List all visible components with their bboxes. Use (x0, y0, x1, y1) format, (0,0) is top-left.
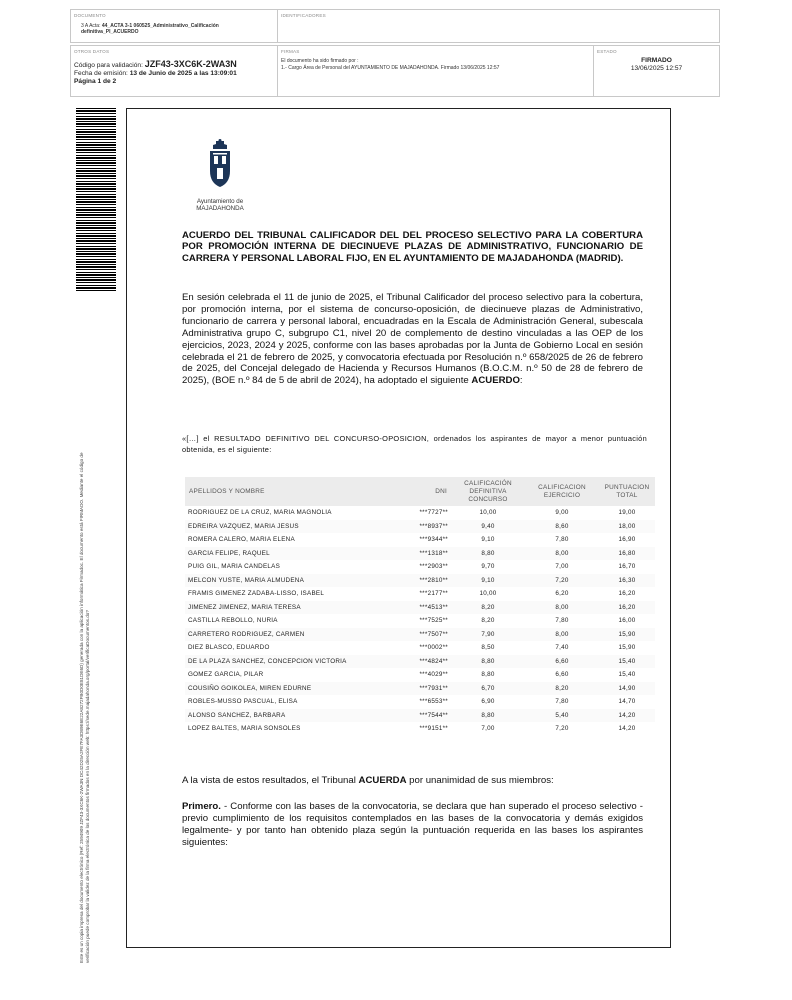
verification-side-text: Este es un copia impresa del documento electrónico (Ref: 2594909 JZF43-3XC6K-2WA3N DC42D25A2FE7FA3D89E6E22A8272FB0D0E81DE6D) generada con la aplicación informática Firmadoc. El documento está FIRMADO. Mediante el código de verificación puede comprobar la validez de la firma electrónica de los documentos firmados en la dirección web: https://sede.majadahonda.org/portal/verificaDocumentos.do? (79, 452, 90, 963)
cell-concurso: 6,90 (481, 698, 495, 706)
cell-total: 14,20 (599, 709, 655, 723)
cell-total: 19,00 (618, 509, 636, 517)
documento-name: 3 A Acta: 44_ACTA 3-1 060525_Administrativo_Calificación definitiva_PI_ACUERDO (81, 23, 219, 36)
cell-name: GARCIA FELIPE, RAQUEL (185, 547, 403, 561)
cell-dni: ***2177** (419, 590, 448, 598)
cell-name: MELCON YUSTE, MARIA ALMUDENA (185, 574, 403, 588)
cell-concurso: 9,10 (481, 536, 495, 544)
col-total-header: PUNTUACION TOTAL (599, 477, 655, 506)
cell-ejercicio: 7,20 (555, 725, 569, 733)
cell-total: 16,70 (618, 563, 636, 571)
cell-dni: ***4824** (403, 655, 451, 669)
cell-dni: ***2810** (403, 574, 451, 588)
cell-dni: ***7525** (419, 617, 448, 625)
cell-dni: ***7544** (403, 709, 451, 723)
document-title: ACUERDO DEL TRIBUNAL CALIFICADOR DEL DEL PROCESO SELECTIVO PARA LA COBERTURA POR PROMOCIÓN INTERNA DE DIECINUEVE PLAZAS DE ADMINISTRATIVO, FUNCIONARIO DE CARRERA Y PERSONAL LABORAL FIJO, EN EL AYUNTAMIENTO DE MAJADAHONDA (MADRID). (182, 230, 643, 264)
cell-total: 15,40 (599, 655, 655, 669)
cell-ejercicio: 8,00 (525, 628, 599, 642)
cell-dni: ***4513** (403, 601, 451, 615)
cell-concurso: 8,80 (451, 547, 525, 561)
cell-concurso: 8,20 (481, 617, 495, 625)
cell-ejercicio: 8,60 (525, 520, 599, 534)
cell-ejercicio: 7,20 (525, 574, 599, 588)
cell-total: 14,70 (618, 698, 636, 706)
identificadores-label: IDENTIFICADORES (281, 13, 326, 18)
cell-total: 14,90 (599, 682, 655, 696)
cell-concurso: 8,80 (451, 709, 525, 723)
cell-total: 18,00 (599, 520, 655, 534)
cell-total: 16,20 (618, 590, 636, 598)
firmas-label: FIRMAS (281, 49, 300, 54)
cell-name: GOMEZ GARCIA, PILAR (188, 671, 264, 679)
cell-ejercicio: 7,40 (555, 644, 569, 652)
cell-name: PUIG GIL, MARIA CANDELAS (188, 563, 281, 571)
cell-concurso: 6,70 (451, 682, 525, 696)
cell-name: ROMERA CALERO, MARIA ELENA (188, 536, 295, 544)
cell-name: CARRETERO RODRIGUEZ, CARMEN (185, 628, 403, 642)
cell-total: 14,20 (618, 725, 636, 733)
cell-concurso: 8,80 (481, 671, 495, 679)
cell-concurso: 10,00 (479, 590, 497, 598)
validation-code[interactable]: JZF43-3XC6K-2WA3N (144, 59, 237, 69)
cell-ejercicio: 7,00 (555, 563, 569, 571)
header-row-documento (70, 9, 720, 43)
cell-ejercicio: 7,80 (555, 536, 569, 544)
cell-concurso: 9,70 (481, 563, 495, 571)
cell-concurso: 7,90 (451, 628, 525, 642)
documento-label: DOCUMENTO (74, 13, 106, 18)
col-concurso-header: CALIFICACIÓN DEFINITIVA CONCURSO (451, 477, 525, 506)
estado-date: 13/06/2025 12:57 (630, 65, 683, 72)
cell-name: DIEZ BLASCO, EDUARDO (188, 644, 270, 652)
document-page (126, 108, 671, 948)
cell-dni: ***7931** (403, 682, 451, 696)
otros-datos-label: OTROS DATOS (74, 49, 110, 54)
otros-datos-cell (71, 46, 277, 96)
cell-dni: ***0002** (419, 644, 448, 652)
header-row-datos (70, 45, 720, 97)
table-row (185, 628, 655, 642)
cell-concurso: 8,80 (451, 655, 525, 669)
cell-dni: ***7727** (419, 509, 448, 517)
cell-name: COUSIÑO GOIKOLEA, MIREN EDURNE (185, 682, 403, 696)
table-row (185, 533, 655, 547)
table-row (185, 641, 655, 655)
cell-name: FRAMIS GIMENEZ ZADABA-LISSO, ISABEL (188, 590, 325, 598)
cell-ejercicio: 5,40 (525, 709, 599, 723)
coat-of-arms-icon (207, 139, 233, 189)
cell-concurso: 7,00 (481, 725, 495, 733)
cell-total: 16,20 (599, 601, 655, 615)
cell-total: 16,90 (618, 536, 636, 544)
cell-dni: ***7507** (403, 628, 451, 642)
cell-concurso: 8,50 (481, 644, 495, 652)
cell-concurso: 8,20 (451, 601, 525, 615)
cell-total: 16,30 (599, 574, 655, 588)
results-table (185, 477, 655, 736)
table-row (185, 682, 655, 696)
validation-info: Código para validación: JZF43-3XC6K-2WA3N Fecha de emisión: 13 de Junio de 2025 a las 13:09:01 Página 1 de 2 (74, 59, 237, 85)
table-row (185, 587, 655, 601)
table-row (185, 695, 655, 709)
cell-total: 16,80 (599, 547, 655, 561)
cell-dni: ***6553** (419, 698, 448, 706)
estado-cell (593, 46, 719, 96)
table-row (185, 520, 655, 534)
estado-label: ESTADO (597, 49, 617, 54)
cell-name: ROBLES-MUSSO PASCUAL, ELISA (188, 698, 298, 706)
conclusion-line: A la vista de estos resultados, el Tribunal ACUERDA por unanimidad de sus miembros: (182, 775, 554, 786)
cell-ejercicio: 7,80 (555, 698, 569, 706)
cell-ejercicio: 7,80 (555, 617, 569, 625)
estado-info (594, 57, 719, 73)
cell-dni: ***2903** (419, 563, 448, 571)
cell-ejercicio: 8,00 (525, 601, 599, 615)
table-row (185, 655, 655, 669)
page-count: Página 1 de 2 (74, 78, 117, 85)
table-row (185, 574, 655, 588)
firmas-cell (277, 46, 593, 96)
cell-name: DE LA PLAZA SANCHEZ, CONCEPCION VICTORIA (185, 655, 403, 669)
cell-dni: ***9151** (419, 725, 448, 733)
municipal-logo (185, 139, 255, 212)
table-row (185, 668, 655, 682)
cell-ejercicio: 8,00 (525, 547, 599, 561)
cell-name: RODRIGUEZ DE LA CRUZ, MARIA MAGNOLIA (188, 509, 332, 517)
barcode (76, 108, 116, 291)
col-name-header: APELLIDOS Y NOMBRE (185, 477, 403, 506)
cell-dni: ***8937** (403, 520, 451, 534)
table-row (185, 506, 655, 520)
cell-total: 16,00 (618, 617, 636, 625)
col-ejercicio-header: CALIFICACION EJERCICIO (525, 477, 599, 506)
table-row (185, 709, 655, 723)
table-row (185, 547, 655, 561)
cell-ejercicio: 8,20 (525, 682, 599, 696)
results-intro: «[…] el RESULTADO DEFINITIVO DEL CONCURSO-OPOSICION, ordenados los aspirantes de mayor a menor puntuación obtenida, es el siguiente: (182, 434, 647, 455)
col-dni-header: DNI (403, 477, 451, 506)
cell-concurso: 10,00 (479, 509, 497, 517)
cell-dni: ***1318** (403, 547, 451, 561)
documento-cell (71, 10, 277, 42)
table-row (185, 614, 655, 628)
primero-paragraph: Primero. - Conforme con las bases de la convocatoria, se declara que han superado el proceso selectivo -previo cumplimiento de los requisitos contemplados en las bases de la convocatoria y demás exigidos legalmente- y por tanto han obtenido plaza según la puntuación requerida en las bases los aspirantes siguientes: (182, 801, 643, 848)
identificadores-cell (277, 10, 719, 42)
intro-paragraph: En sesión celebrada el 11 de junio de 2025, el Tribunal Calificador del proceso selectivo para la cobertura, por promoción interna, por el sistema de concurso-oposición, de diecinueve plazas de Administrativo, funcionario de carrera y personal laboral, encuadradas en la Escala de Administración General, subescala Administrativa grupo C, subgrupo C1, nivel 20 de complemento de destino vinculadas a las OEP de los ejercicios, 2023, 2024 y 2025, conforme con las bases aprobadas por la Junta de Gobierno Local en sesión celebrada el 21 de febrero de 2025, y convocatoria efectuada por Resolución n.º 658/2025 de 26 de febrero de 2025, del Concejal delegado de Hacienda y Recursos Humanos (B.O.C.M. n.º 50 de 28 de febrero de 2025), (BOE n.º 84 de 5 de abril de 2024), ha adoptado el siguiente ACUERDO: (182, 292, 643, 387)
cell-name: JIMENEZ JIMENEZ, MARIA TERESA (185, 601, 403, 615)
cell-name: CASTILLA REBOLLO, NURIA (188, 617, 278, 625)
cell-total: 15,40 (618, 671, 636, 679)
table-row (185, 560, 655, 574)
cell-name: EDREIRA VAZQUEZ, MARIA JESUS (185, 520, 403, 534)
cell-dni: ***9344** (419, 536, 448, 544)
table-row (185, 601, 655, 615)
cell-name: LOPEZ BALTES, MARIA SONSOLES (188, 725, 301, 733)
cell-concurso: 9,10 (451, 574, 525, 588)
results-table-body (185, 506, 655, 736)
cell-concurso: 9,40 (451, 520, 525, 534)
cell-total: 15,90 (618, 644, 636, 652)
cell-dni: ***4029** (419, 671, 448, 679)
table-row (185, 722, 655, 736)
logo-caption: Ayuntamiento de MAJADAHONDA (196, 198, 244, 212)
cell-ejercicio: 9,00 (555, 509, 569, 517)
cell-total: 15,90 (599, 628, 655, 642)
cell-ejercicio: 6,20 (555, 590, 569, 598)
estado-status: FIRMADO (641, 57, 672, 64)
firmas-info: El documento ha sido firmado por : 1.- Cargo Área de Personal del AYUNTAMIENTO DE MAJADAHONDA. Firmado 13/06/2025 12:57 (281, 58, 500, 71)
results-table-header (185, 477, 655, 506)
cell-name: ALONSO SANCHEZ, BARBARA (185, 709, 403, 723)
emission-date: 13 de Junio de 2025 a las 13:09:01 (129, 70, 237, 77)
cell-ejercicio: 6,60 (525, 655, 599, 669)
cell-ejercicio: 6,60 (555, 671, 569, 679)
